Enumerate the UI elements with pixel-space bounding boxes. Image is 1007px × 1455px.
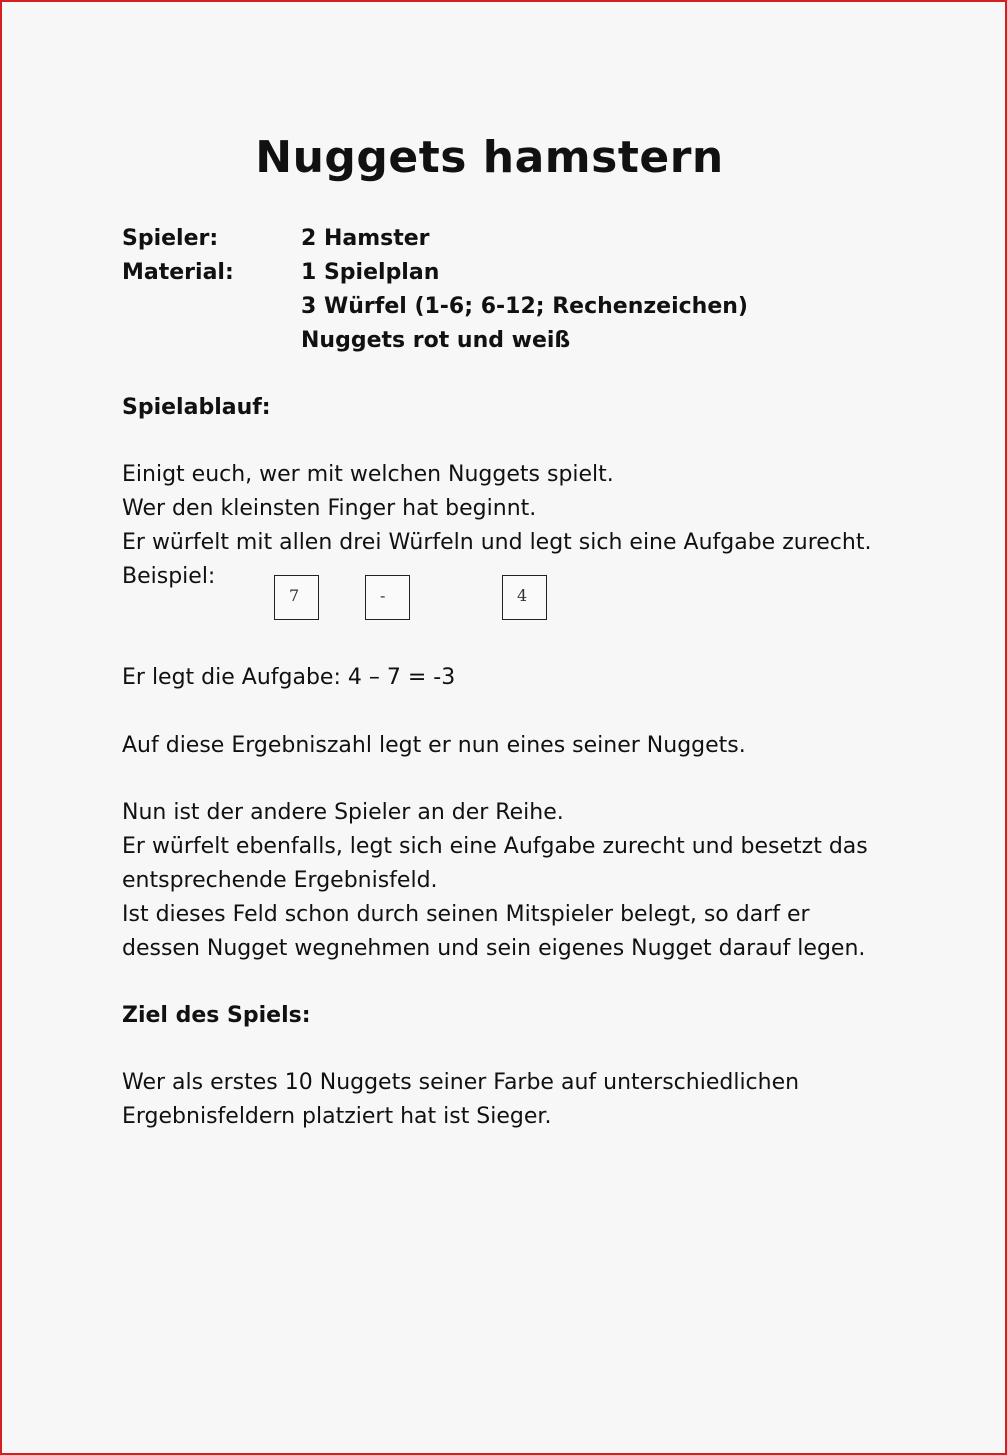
- example-label: Beispiel:: [122, 564, 216, 589]
- material-item: Nuggets rot und weiß: [301, 328, 571, 353]
- section-heading-spielablauf: Spielablauf:: [122, 395, 271, 420]
- die-box: [502, 575, 547, 620]
- text-line: Wer den kleinsten Finger hat beginnt.: [122, 496, 537, 521]
- material-item: 3 Würfel (1-6; 6-12; Rechenzeichen): [301, 294, 748, 319]
- task-line: Er legt die Aufgabe: 4 – 7 = -3: [122, 665, 456, 690]
- material-label: Material:: [122, 260, 234, 285]
- text-line: Er würfelt mit allen drei Würfeln und legt sich eine Aufgabe zurecht.: [122, 530, 872, 555]
- players-label: Spieler:: [122, 226, 219, 251]
- page-title: Nuggets hamstern: [255, 132, 724, 183]
- text-line: Er würfelt ebenfalls, legt sich eine Aufgabe zurecht und besetzt das: [122, 834, 868, 859]
- die-value: -: [380, 586, 386, 605]
- material-item: 1 Spielplan: [301, 260, 440, 285]
- text-line: Einigt euch, wer mit welchen Nuggets spielt.: [122, 462, 614, 487]
- die-box: [365, 575, 410, 620]
- result-line: Auf diese Ergebniszahl legt er nun eines seiner Nuggets.: [122, 733, 746, 758]
- die-value: 4: [517, 586, 528, 605]
- section-heading-ziel: Ziel des Spiels:: [122, 1003, 311, 1028]
- text-line: Ist dieses Feld schon durch seinen Mitspieler belegt, so darf er: [122, 902, 810, 927]
- text-line: dessen Nugget wegnehmen und sein eigenes Nugget darauf legen.: [122, 936, 866, 961]
- players-value: 2 Hamster: [301, 226, 430, 251]
- text-line: Wer als erstes 10 Nuggets seiner Farbe auf unterschiedlichen: [122, 1070, 800, 1095]
- text-line: Ergebnisfeldern platziert hat ist Sieger.: [122, 1104, 552, 1129]
- die-value: 7: [289, 586, 300, 605]
- text-line: entsprechende Ergebnisfeld.: [122, 868, 438, 893]
- die-box: [274, 575, 319, 620]
- text-line: Nun ist der andere Spieler an der Reihe.: [122, 800, 564, 825]
